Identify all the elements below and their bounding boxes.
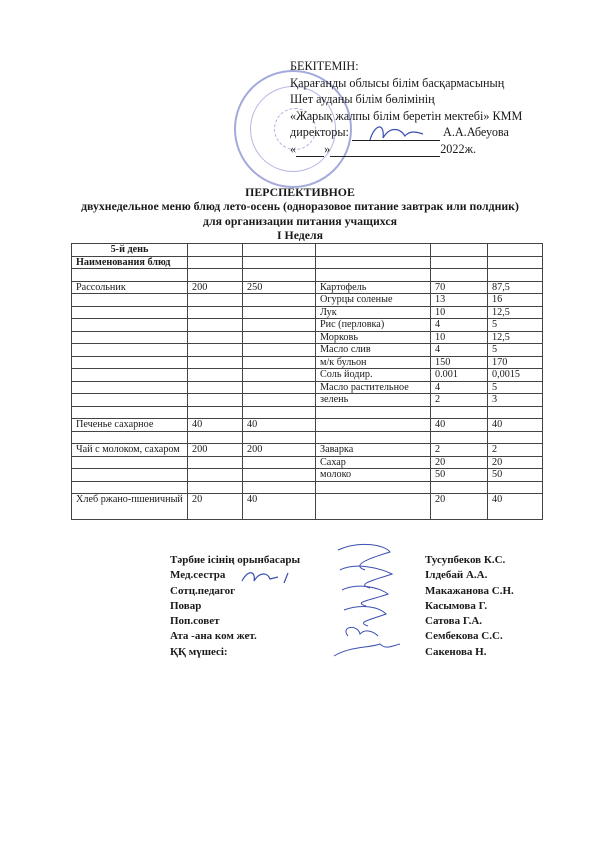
cell-out2 bbox=[243, 306, 316, 319]
cell-out1 bbox=[188, 319, 243, 332]
cell-ingredient bbox=[316, 406, 431, 419]
cell-out2 bbox=[243, 431, 316, 444]
cell-q2: 50 bbox=[488, 469, 543, 482]
cell-ingredient: Картофель bbox=[316, 281, 431, 294]
table-row bbox=[72, 331, 543, 344]
cell-q1: 4 bbox=[431, 381, 488, 394]
doc-subtitle-2: для организации питания учащихся bbox=[203, 214, 397, 228]
cell-out2 bbox=[243, 331, 316, 344]
cell-out2 bbox=[243, 369, 316, 382]
cell-out1 bbox=[188, 269, 243, 282]
cell-dish: Рассольник bbox=[72, 281, 188, 294]
cell-q1: 70 bbox=[431, 281, 488, 294]
cell-q2: 5 bbox=[488, 344, 543, 357]
cell-q1: 20 bbox=[431, 456, 488, 469]
cell-q1: 10 bbox=[431, 306, 488, 319]
cell-q2: 40 bbox=[488, 494, 543, 520]
cell-out2: 40 bbox=[243, 494, 316, 520]
staff-name: Сембекова С.С. bbox=[425, 630, 503, 643]
cell-out1: 200 bbox=[188, 281, 243, 294]
staff-name: Ілдебай А.А. bbox=[425, 569, 488, 582]
cell-q2: 20 bbox=[488, 456, 543, 469]
cell-ingredient bbox=[316, 431, 431, 444]
cell-q2: 5 bbox=[488, 381, 543, 394]
cell-out1 bbox=[188, 394, 243, 407]
cell-out1 bbox=[188, 469, 243, 482]
cell-out1 bbox=[188, 406, 243, 419]
table-row bbox=[72, 294, 543, 307]
cell-q1: 4 bbox=[431, 319, 488, 332]
cell-dish bbox=[72, 344, 188, 357]
cell-q1: 4 bbox=[431, 344, 488, 357]
approval-line-3: «Жарық жалпы білім беретін мектебі» КММ bbox=[290, 108, 523, 123]
cell-dish bbox=[72, 331, 188, 344]
cell-q2 bbox=[488, 481, 543, 494]
cell-out2 bbox=[243, 481, 316, 494]
cell-ingredient: Масло растительное bbox=[316, 381, 431, 394]
cell-out2: 250 bbox=[243, 281, 316, 294]
staff-role: ҚҚ мүшесі: bbox=[170, 645, 228, 658]
table-row bbox=[72, 269, 543, 282]
cell-dish bbox=[72, 356, 188, 369]
table-header-names bbox=[72, 256, 543, 269]
date-day-line bbox=[296, 156, 324, 157]
staff-name: Касымова Г. bbox=[425, 599, 488, 612]
cell-dish: Печенье сахарное bbox=[72, 419, 188, 432]
table-row bbox=[72, 319, 543, 332]
cell-ingredient: Соль йодир. bbox=[316, 369, 431, 382]
cell-dish bbox=[72, 394, 188, 407]
staff-role: Мед.сестра bbox=[170, 569, 226, 582]
cell-dish: Чай с молоком, сахаром bbox=[72, 444, 188, 457]
cell-ingredient: Морковь bbox=[316, 331, 431, 344]
table-row bbox=[72, 494, 543, 520]
cell-q1: 13 bbox=[431, 294, 488, 307]
cell-q2: 40 bbox=[488, 419, 543, 432]
cell-q1 bbox=[431, 269, 488, 282]
cell-out2 bbox=[243, 344, 316, 357]
cell-dish bbox=[72, 469, 188, 482]
cell-ingredient: Огурцы соленые bbox=[316, 294, 431, 307]
staff-role: Ата -ана ком жет. bbox=[170, 630, 257, 643]
cell-out1 bbox=[188, 431, 243, 444]
cell-out1: 20 bbox=[188, 494, 243, 520]
cell-out2 bbox=[243, 456, 316, 469]
table-row bbox=[72, 406, 543, 419]
table-row bbox=[72, 481, 543, 494]
staff-role: Повар bbox=[170, 599, 202, 612]
staff-signatures bbox=[330, 540, 405, 665]
cell-q2: 12,5 bbox=[488, 306, 543, 319]
cell-q2: 12,5 bbox=[488, 331, 543, 344]
staff-name: Сатова Г.А. bbox=[425, 615, 483, 628]
cell-q1: 2 bbox=[431, 394, 488, 407]
table-row bbox=[72, 344, 543, 357]
cell-out1 bbox=[188, 294, 243, 307]
table-row bbox=[72, 356, 543, 369]
cell-out2 bbox=[243, 294, 316, 307]
date-quote-close: » bbox=[324, 141, 331, 156]
cell-out2 bbox=[243, 269, 316, 282]
date-quote-open: « bbox=[290, 141, 297, 156]
cell-q1 bbox=[431, 406, 488, 419]
staff-name: Сакенова Н. bbox=[425, 645, 487, 658]
table-header-day bbox=[72, 244, 543, 257]
cell-ingredient: Лук bbox=[316, 306, 431, 319]
cell-out1 bbox=[188, 456, 243, 469]
table-row bbox=[72, 394, 543, 407]
staff-name: Тусупбеков К.С. bbox=[425, 554, 506, 566]
table-row bbox=[72, 469, 543, 482]
cell-dish bbox=[72, 319, 188, 332]
dish-name-header: Наименования блюд bbox=[72, 256, 188, 269]
table-row bbox=[72, 306, 543, 319]
cell-out2: 40 bbox=[243, 419, 316, 432]
cell-dish bbox=[72, 406, 188, 419]
cell-out1 bbox=[188, 369, 243, 382]
cell-q2 bbox=[488, 431, 543, 444]
cell-q1: 10 bbox=[431, 331, 488, 344]
cell-out1 bbox=[188, 381, 243, 394]
director-label: директоры: bbox=[290, 125, 349, 139]
cell-q2: 170 bbox=[488, 356, 543, 369]
cell-ingredient bbox=[316, 494, 431, 520]
cell-out1 bbox=[188, 481, 243, 494]
cell-out2 bbox=[243, 394, 316, 407]
cell-ingredient bbox=[316, 481, 431, 494]
cell-out2 bbox=[243, 381, 316, 394]
cell-out2 bbox=[243, 356, 316, 369]
table-row bbox=[72, 381, 543, 394]
cell-dish bbox=[72, 269, 188, 282]
cell-ingredient: Масло слив bbox=[316, 344, 431, 357]
cell-out1: 200 bbox=[188, 444, 243, 457]
staff-name: Макажанова С.Н. bbox=[425, 584, 514, 597]
staff-role: Тәрбие ісінің орынбасары bbox=[170, 554, 301, 566]
doc-subtitle: двухнедельное меню блюд лето-осень (одноразовое питание завтрак или полдник) bbox=[81, 199, 519, 213]
date-year: 2022ж. bbox=[440, 141, 477, 156]
cell-q1: 0.001 bbox=[431, 369, 488, 382]
menu-table bbox=[71, 243, 543, 520]
cell-dish bbox=[72, 369, 188, 382]
director-name: А.А.Абеуова bbox=[443, 125, 509, 139]
cell-ingredient: Заварка bbox=[316, 444, 431, 457]
nurse-signature bbox=[238, 567, 298, 587]
cell-q1: 50 bbox=[431, 469, 488, 482]
cell-dish: Хлеб ржано-пшеничный bbox=[72, 494, 188, 520]
table-row bbox=[72, 444, 543, 457]
cell-dish bbox=[72, 306, 188, 319]
table-row bbox=[72, 369, 543, 382]
cell-q2: 5 bbox=[488, 319, 543, 332]
cell-q1 bbox=[431, 431, 488, 444]
cell-out2 bbox=[243, 319, 316, 332]
table-row bbox=[72, 456, 543, 469]
staff-names bbox=[425, 553, 514, 660]
cell-ingredient: зелень bbox=[316, 394, 431, 407]
cell-out2 bbox=[243, 469, 316, 482]
table-row bbox=[72, 281, 543, 294]
cell-out2 bbox=[243, 406, 316, 419]
cell-q2: 87,5 bbox=[488, 281, 543, 294]
cell-dish bbox=[72, 381, 188, 394]
cell-q2: 3 bbox=[488, 394, 543, 407]
staff-role: Сотц.педагог bbox=[170, 584, 236, 597]
week-label: I Неделя bbox=[276, 228, 323, 242]
approval-line-1: Қарағанды облысы білім басқармасының bbox=[290, 75, 505, 90]
cell-q2 bbox=[488, 269, 543, 282]
cell-dish bbox=[72, 294, 188, 307]
cell-dish bbox=[72, 481, 188, 494]
cell-out1 bbox=[188, 356, 243, 369]
day-label: 5-й день bbox=[72, 244, 188, 257]
table-row bbox=[72, 419, 543, 432]
cell-out1 bbox=[188, 306, 243, 319]
cell-out1 bbox=[188, 331, 243, 344]
cell-dish bbox=[72, 456, 188, 469]
cell-out2: 200 bbox=[243, 444, 316, 457]
table-row bbox=[72, 431, 543, 444]
approval-line-2: Шет ауданы білім бөлімінің bbox=[290, 92, 435, 106]
cell-q1: 150 bbox=[431, 356, 488, 369]
cell-out1 bbox=[188, 344, 243, 357]
cell-q1: 2 bbox=[431, 444, 488, 457]
cell-ingredient: Рис (перловка) bbox=[316, 319, 431, 332]
cell-q2: 0,0015 bbox=[488, 369, 543, 382]
date-month-line bbox=[330, 156, 440, 157]
director-signature bbox=[365, 118, 425, 148]
cell-q1 bbox=[431, 481, 488, 494]
cell-dish bbox=[72, 431, 188, 444]
cell-ingredient: м/к бульон bbox=[316, 356, 431, 369]
cell-ingredient bbox=[316, 269, 431, 282]
cell-ingredient: молоко bbox=[316, 469, 431, 482]
cell-ingredient bbox=[316, 419, 431, 432]
cell-q2: 16 bbox=[488, 294, 543, 307]
cell-ingredient: Сахар bbox=[316, 456, 431, 469]
cell-q2: 2 bbox=[488, 444, 543, 457]
approval-heading: БЕКІТЕМІН: bbox=[290, 59, 359, 73]
doc-title: ПЕРСПЕКТИВНОЕ bbox=[245, 185, 355, 199]
cell-q1: 40 bbox=[431, 419, 488, 432]
cell-q1: 20 bbox=[431, 494, 488, 520]
staff-role: Поп.совет bbox=[170, 615, 220, 628]
cell-out1: 40 bbox=[188, 419, 243, 432]
cell-q2 bbox=[488, 406, 543, 419]
